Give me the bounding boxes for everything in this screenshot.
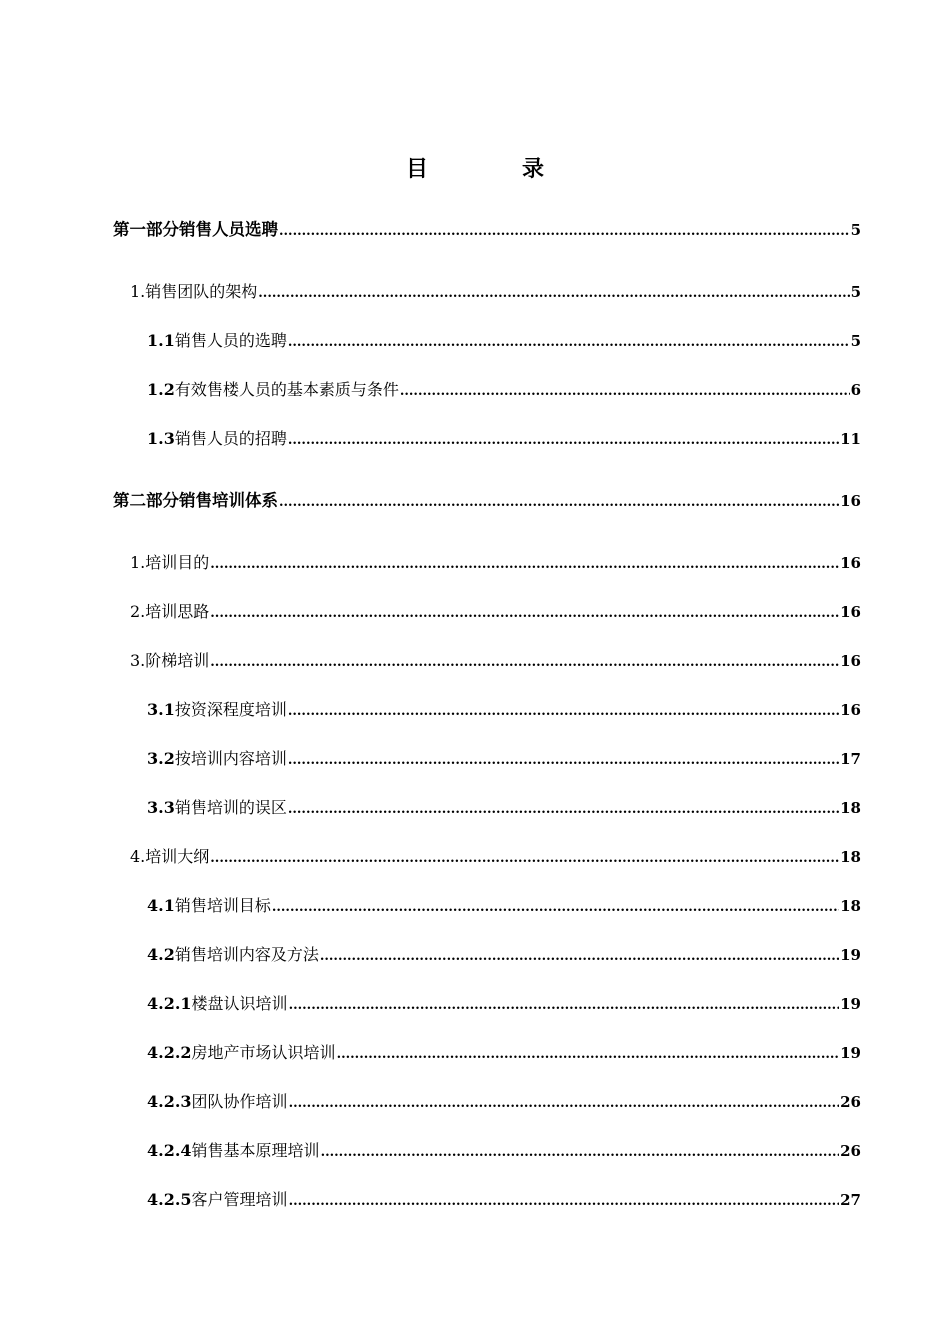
toc-entry-label: 销售培训目标	[174, 896, 271, 915]
toc-entry-number: 1.	[130, 282, 146, 301]
toc-dot-leader	[337, 1041, 840, 1069]
toc-entry[interactable]	[147, 1088, 861, 1116]
toc-entry-label: 培训大纲	[145, 847, 210, 866]
toc-entry-label: 销售培训内容及方法	[174, 945, 319, 964]
toc-entry-number: 4.2.4	[147, 1141, 192, 1160]
toc-entry-label: 销售人员选聘	[179, 220, 278, 239]
toc-entry[interactable]	[147, 892, 861, 920]
toc-title: 目 录	[405, 156, 580, 182]
toc-entry-number: 4.2.2	[147, 1043, 192, 1062]
toc-entry-page-number: 16	[840, 652, 861, 670]
toc-entry[interactable]	[147, 1039, 861, 1067]
toc-entry-number: 4.1	[147, 896, 175, 915]
toc-entry-page-number: 16	[840, 492, 861, 510]
toc-dot-leader	[210, 845, 839, 873]
toc-entry[interactable]	[130, 598, 861, 626]
toc-entry[interactable]	[130, 278, 861, 306]
toc-entry-number: 1.1	[147, 331, 175, 350]
toc-entry-page-number: 18	[840, 897, 861, 915]
toc-dot-leader	[210, 551, 839, 579]
toc-dot-leader	[210, 649, 839, 677]
toc-entry-label: 销售人员的选聘	[174, 331, 287, 350]
toc-entry-number: 4.	[130, 847, 146, 866]
toc-entry-label: 按资深程度培训	[174, 700, 287, 719]
toc-entry[interactable]	[130, 843, 861, 871]
toc-entry-label: 销售基本原理培训	[191, 1141, 320, 1160]
toc-entry-label: 阶梯培训	[145, 651, 210, 670]
toc-entry[interactable]	[147, 1137, 861, 1165]
toc-dot-leader	[400, 378, 850, 406]
toc-entry-page-number: 6	[850, 381, 861, 399]
toc-entry[interactable]	[147, 990, 861, 1018]
toc-dot-leader	[289, 992, 840, 1020]
toc-dot-leader	[279, 489, 839, 517]
toc-entry-number: 2.	[130, 602, 146, 621]
toc-entry-number: 4.2.1	[147, 994, 192, 1013]
toc-entry-page-number: 27	[840, 1191, 861, 1209]
toc-dot-leader	[289, 1188, 840, 1216]
toc-dot-leader	[288, 796, 839, 824]
toc-entry-number: 4.2	[147, 945, 175, 964]
toc-dot-leader	[288, 698, 839, 726]
toc-entry-number: 第二部分	[113, 491, 179, 510]
toc-entry-page-number: 19	[840, 1044, 861, 1062]
toc-dot-leader	[272, 894, 839, 922]
toc-entry-number: 第一部分	[113, 220, 179, 239]
toc-dot-leader	[210, 600, 839, 628]
toc-entry-label: 楼盘认识培训	[191, 994, 288, 1013]
toc-dot-leader	[288, 329, 850, 357]
toc-entry-label: 培训思路	[145, 602, 210, 621]
toc-entry-page-number: 11	[840, 430, 861, 448]
toc-entry-number: 1.3	[147, 429, 175, 448]
toc-entry-label: 房地产市场认识培训	[191, 1043, 336, 1062]
toc-entry[interactable]	[130, 549, 861, 577]
toc-dot-leader	[279, 218, 850, 246]
toc-entry-page-number: 16	[840, 603, 861, 621]
toc-entry[interactable]	[147, 794, 861, 822]
toc-entry-number: 3.	[130, 651, 146, 670]
toc-entry-page-number: 19	[840, 946, 861, 964]
toc-entry-label: 销售培训体系	[179, 491, 278, 510]
toc-entry-number: 4.2.5	[147, 1190, 192, 1209]
toc-entry-label: 团队协作培训	[191, 1092, 288, 1111]
toc-entry[interactable]	[147, 745, 861, 773]
toc-entry-page-number: 5	[850, 283, 861, 301]
toc-entry-label: 培训目的	[145, 553, 210, 572]
toc-entry-page-number: 18	[840, 848, 861, 866]
toc-dot-leader	[288, 427, 839, 455]
toc-entry-label: 销售人员的招聘	[174, 429, 287, 448]
toc-entry-page-number: 5	[850, 221, 861, 239]
toc-entry-number: 3.3	[147, 798, 175, 817]
toc-entry-page-number: 5	[850, 332, 861, 350]
toc-entry-page-number: 18	[840, 799, 861, 817]
toc-entry[interactable]	[147, 425, 861, 453]
toc-entry-number: 3.1	[147, 700, 175, 719]
toc-entry-number: 3.2	[147, 749, 175, 768]
toc-dot-leader	[289, 1090, 840, 1118]
toc-entry[interactable]	[113, 487, 861, 515]
toc-dot-leader	[258, 280, 849, 308]
toc-entry-label: 销售团队的架构	[145, 282, 258, 301]
toc-entry-page-number: 17	[840, 750, 861, 768]
toc-dot-leader	[288, 747, 839, 775]
toc-entry-number: 4.2.3	[147, 1092, 192, 1111]
toc-entry[interactable]	[130, 647, 861, 675]
toc-entry[interactable]	[147, 1186, 861, 1214]
toc-entry[interactable]	[147, 696, 861, 724]
toc-entry-page-number: 16	[840, 701, 861, 719]
toc-entry-label: 销售培训的误区	[174, 798, 287, 817]
toc-entry-label: 按培训内容培训	[174, 749, 287, 768]
toc-entry-page-number: 26	[840, 1093, 861, 1111]
toc-entry-page-number: 16	[840, 554, 861, 572]
toc-entry-label: 客户管理培训	[191, 1190, 288, 1209]
toc-entry[interactable]	[113, 216, 861, 244]
toc-entry[interactable]	[147, 376, 861, 404]
toc-entry-page-number: 26	[840, 1142, 861, 1160]
toc-entry[interactable]	[147, 941, 861, 969]
toc-entry-page-number: 19	[840, 995, 861, 1013]
toc-entry[interactable]	[147, 327, 861, 355]
toc-dot-leader	[321, 1139, 840, 1167]
toc-dot-leader	[320, 943, 839, 971]
toc-entry-label: 有效售楼人员的基本素质与条件	[174, 380, 399, 399]
toc-entry-number: 1.	[130, 553, 146, 572]
toc-entry-number: 1.2	[147, 380, 175, 399]
